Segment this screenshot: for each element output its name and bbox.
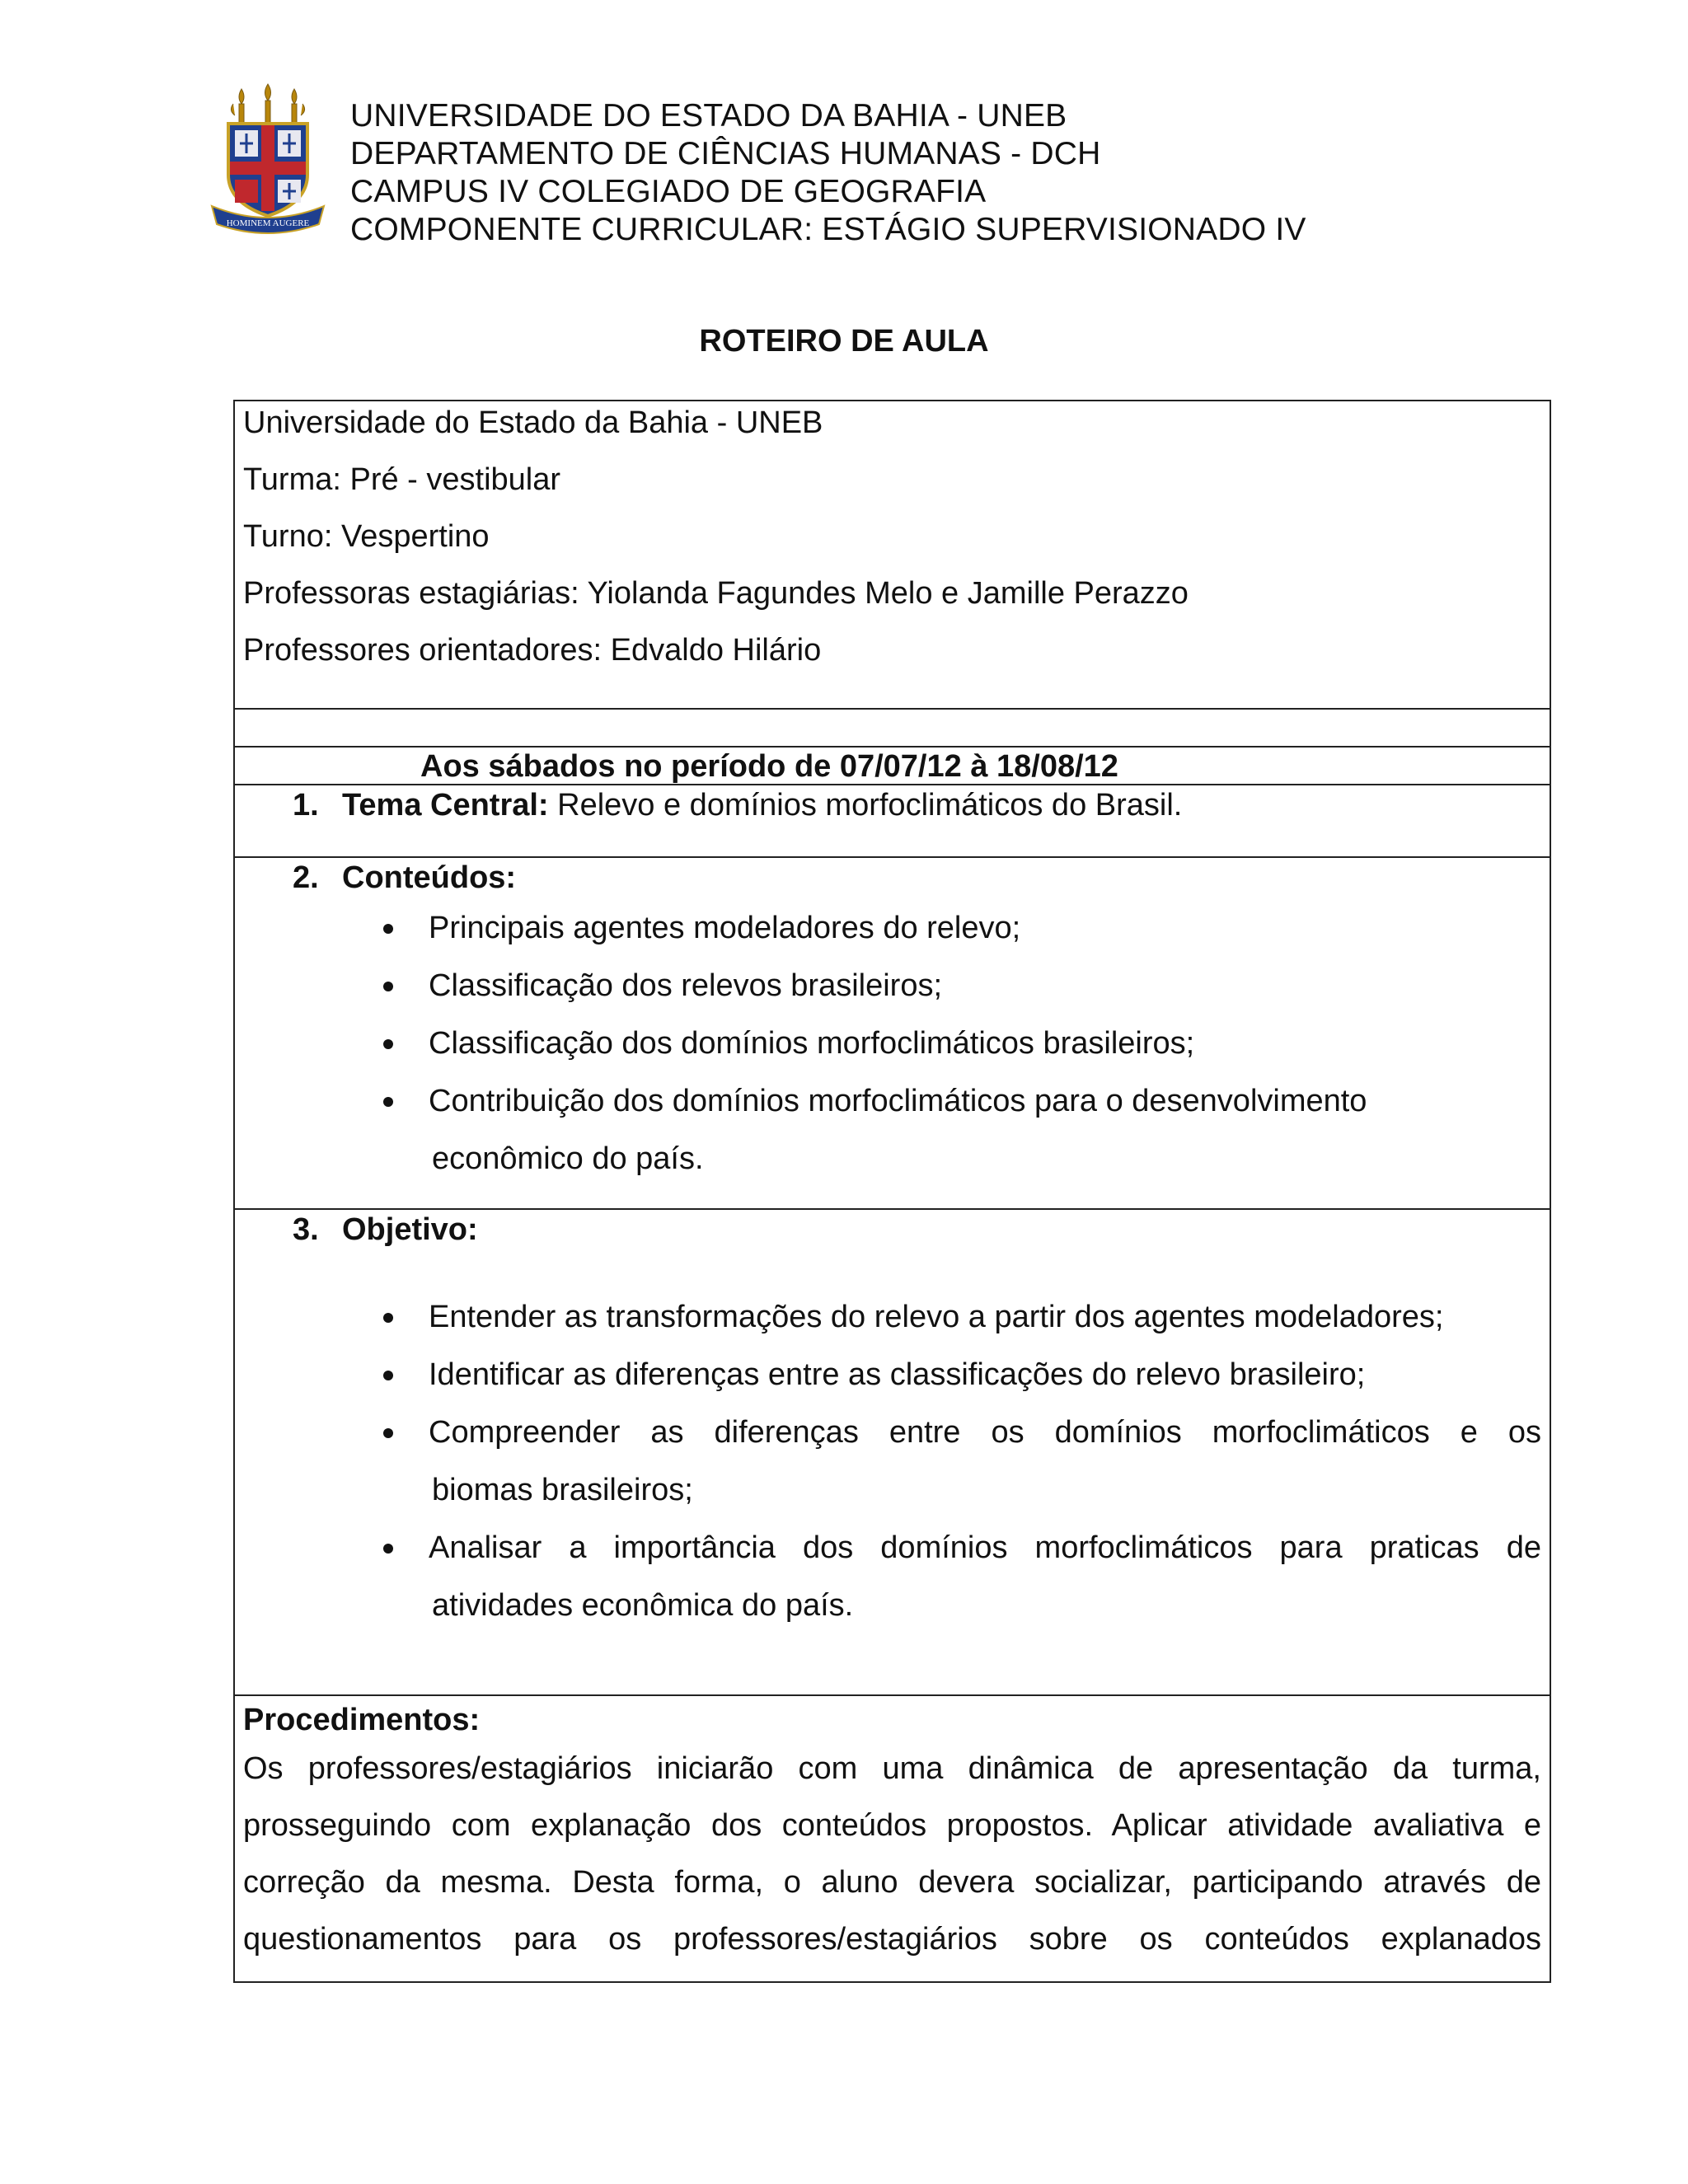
procedimentos-line: prosseguindo com explanação dos conteúdos propostos. Aplicar atividade avaliativa e [243,1808,1541,1843]
bullet-icon [383,1313,393,1323]
document-title: ROTEIRO DE AULA [699,324,989,359]
list-item: Analisar a importância dos domínios morfoclimáticos para praticas de atividades econômica do país. [383,1519,1541,1634]
list-item: Principais agentes modeladores do relevo; [383,899,1541,957]
objetivo-number: 3. [293,1212,319,1247]
list-item: Identificar as diferenças entre as classificações do relevo brasileiro; [383,1346,1541,1404]
conteudos-list [383,899,1541,1188]
procedimentos-text [243,1741,1541,1968]
info-estagiarias: Professoras estagiárias: Yiolanda Fagundes Melo e Jamille Perazzo [243,576,1189,611]
info-row [235,401,1550,708]
procedimentos-row [235,1694,1550,1981]
procedimentos-line: questionamentos para os professores/estagiários sobre os conteúdos explanados [243,1922,1541,1957]
list-item: Classificação dos relevos brasileiros; [383,957,1541,1015]
header-text [350,97,1306,249]
list-item: Classificação dos domínios morfoclimáticos brasileiros; [383,1015,1541,1072]
info-orientadores: Professores orientadores: Edvaldo Hilário [243,633,822,668]
conteudos-number: 2. [293,860,319,895]
objetivo-label: Objetivo: [342,1212,478,1247]
info-turma: Turma: Pré - vestibular [243,462,561,497]
tema-number: 1. [293,788,319,823]
conteudos-label: Conteúdos: [342,860,517,895]
objetivo-list [383,1288,1541,1634]
tema-row [235,784,1550,856]
tema-text: Relevo e domínios morfoclimáticos do Brasil. [548,788,1183,823]
list-item: Compreender as diferenças entre os domínios morfoclimáticos e os biomas brasileiros; [383,1404,1541,1519]
period-row: Aos sábados no período de 07/07/12 à 18/08/12 [235,746,1550,784]
bullet-icon [383,1039,393,1049]
tema-label: Tema Central: [342,788,549,823]
info-turno: Turno: Vespertino [243,519,490,554]
list-item: Contribuição dos domínios morfoclimáticos para o desenvolvimento econômico do país. [383,1072,1541,1188]
bullet-icon [383,982,393,991]
header-line-university: UNIVERSIDADE DO ESTADO DA BAHIA - UNEB [350,98,1067,134]
conteudos-row [235,856,1550,1208]
empty-row [235,708,1550,746]
header-line-department: DEPARTAMENTO DE CIÊNCIAS HUMANAS - DCH [350,136,1101,171]
header-line-campus: CAMPUS IV COLEGIADO DE GEOGRAFIA [350,174,987,209]
bullet-icon [383,1371,393,1380]
list-item: Entender as transformações do relevo a partir dos agentes modeladores; [383,1288,1541,1346]
bullet-icon [383,1428,393,1438]
header-line-component: COMPONENTE CURRICULAR: ESTÁGIO SUPERVISIONADO IV [350,212,1306,247]
info-university: Universidade do Estado da Bahia - UNEB [243,405,823,440]
procedimentos-line: correção da mesma. Desta forma, o aluno devera socializar, participando através de [243,1865,1541,1900]
objetivo-row [235,1208,1550,1694]
bullet-icon [383,924,393,934]
logo-motto: HOMINEM AUGERE [226,218,310,228]
procedimentos-line: Os professores/estagiários iniciarão com uma dinâmica de apresentação da turma, [243,1751,1541,1786]
document-header [210,82,1529,260]
procedimentos-label: Procedimentos: [243,1703,481,1737]
bullet-icon [383,1097,393,1107]
lesson-plan-table [233,400,1551,1983]
university-logo [210,82,326,239]
bullet-icon [383,1544,393,1554]
